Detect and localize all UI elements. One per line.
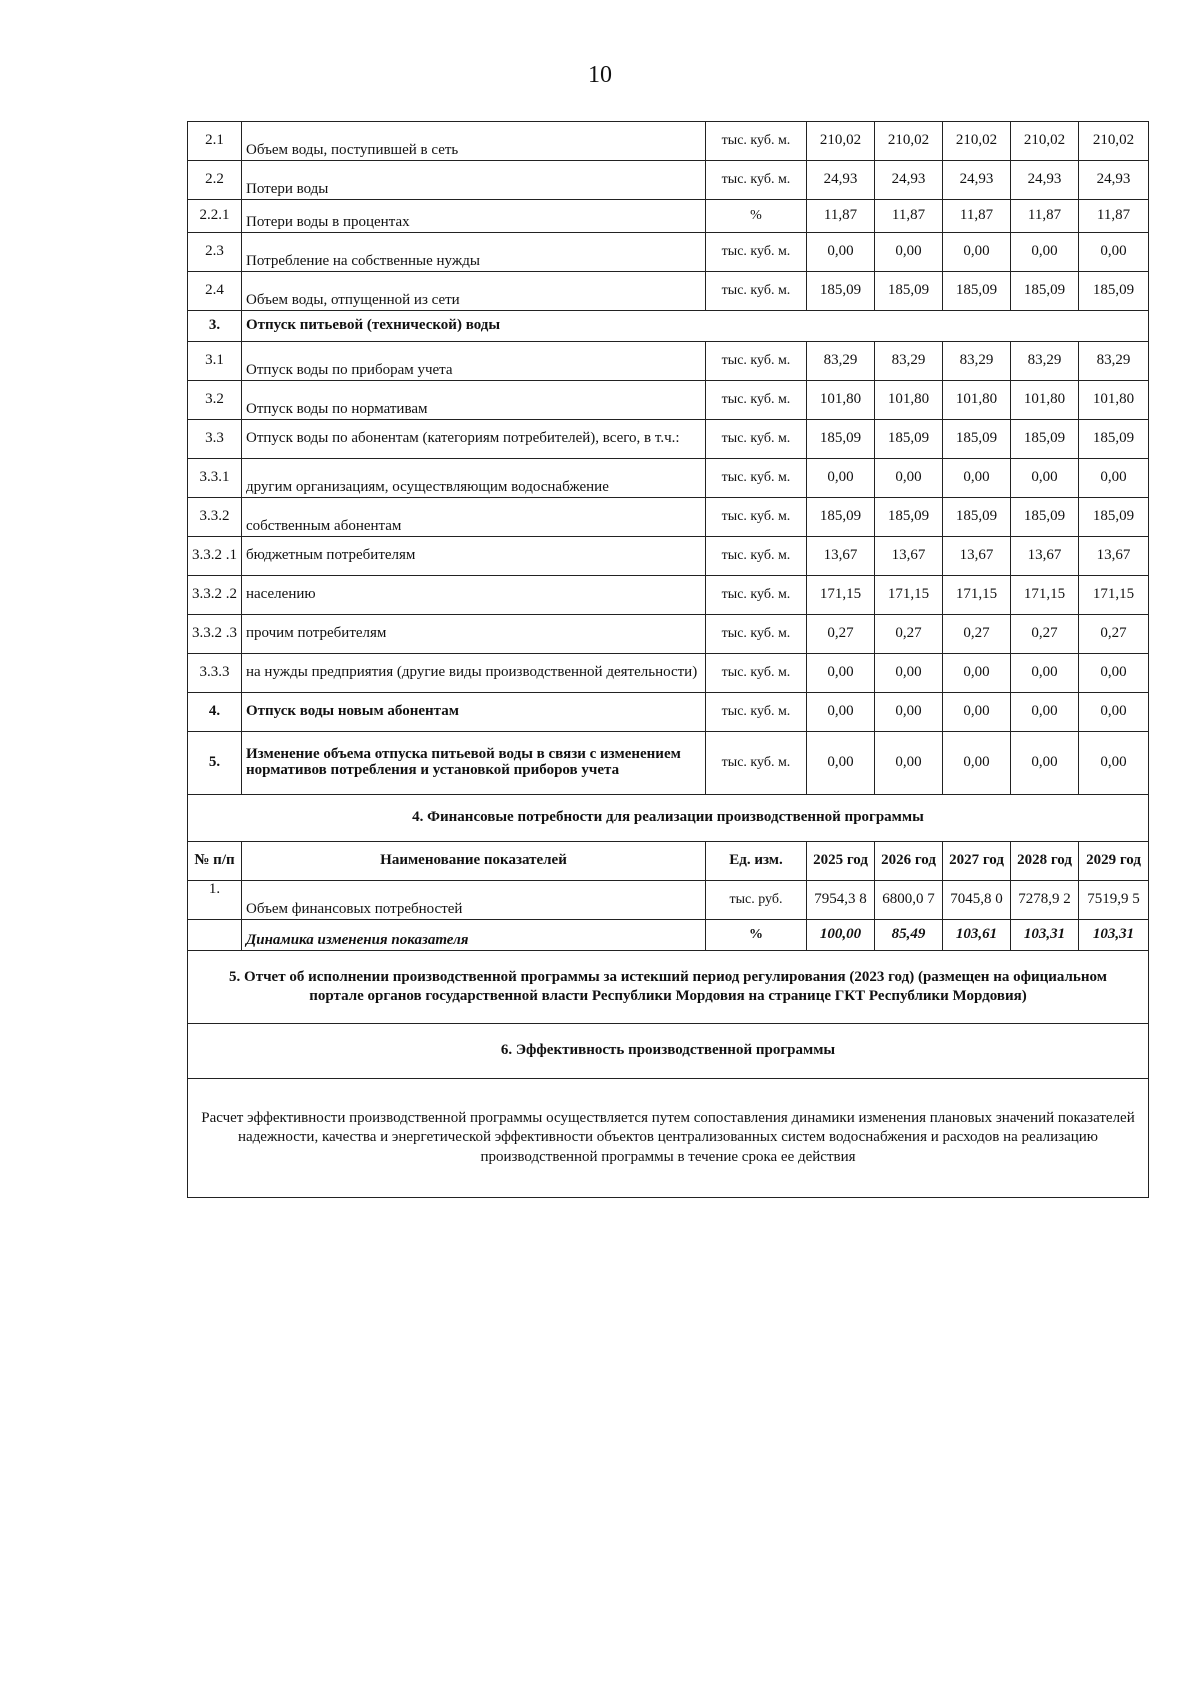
row-name: на нужды предприятия (другие виды производственной деятельности): [242, 654, 706, 693]
value-2029: 0,00: [1079, 459, 1149, 498]
row-name: Изменение объема отпуска питьевой воды в связи с изменением нормативов потребления и установкой приборов учета: [242, 732, 706, 795]
table-row: [188, 233, 1149, 272]
row-name: населению: [242, 576, 706, 615]
value-2026: 13,67: [875, 537, 943, 576]
column-header-year: 2027 год: [943, 842, 1011, 881]
row-number: 2.2: [188, 161, 242, 200]
value-2025: 185,09: [807, 420, 875, 459]
column-header-unit: Ед. изм.: [706, 842, 807, 881]
value-2025: 0,27: [807, 615, 875, 654]
value-2028: 0,00: [1011, 732, 1079, 795]
row-unit: тыс. куб. м.: [706, 342, 807, 381]
value-2025: 7954,3 8: [807, 881, 875, 920]
value-2029: 13,67: [1079, 537, 1149, 576]
column-header-year: 2028 год: [1011, 842, 1079, 881]
value-2025: 0,00: [807, 654, 875, 693]
row-name: собственным абонентам: [242, 498, 706, 537]
row-number: 3.3.3: [188, 654, 242, 693]
value-2025: 0,00: [807, 693, 875, 732]
section-title: 6. Эффективность производственной программы: [188, 1024, 1149, 1079]
row-name: Динамика изменения показателя: [242, 920, 706, 951]
table-row: [188, 420, 1149, 459]
value-2025: 11,87: [807, 200, 875, 233]
value-2028: 13,67: [1011, 537, 1079, 576]
value-2028: 185,09: [1011, 420, 1079, 459]
row-name: Объем воды, отпущенной из сети: [242, 272, 706, 311]
row-name: Отпуск воды новым абонентам: [242, 693, 706, 732]
value-2026: 0,00: [875, 654, 943, 693]
value-2029: 185,09: [1079, 272, 1149, 311]
row-number: 3.1: [188, 342, 242, 381]
value-2029: 0,00: [1079, 693, 1149, 732]
value-2027: 13,67: [943, 537, 1011, 576]
value-2025: 100,00: [807, 920, 875, 951]
row-number: 4.: [188, 693, 242, 732]
value-2027: 185,09: [943, 420, 1011, 459]
section-title: Отпуск питьевой (технической) воды: [242, 311, 1149, 342]
value-2027: 103,61: [943, 920, 1011, 951]
value-2025: 0,00: [807, 233, 875, 272]
section-row: [188, 795, 1149, 842]
value-2029: 185,09: [1079, 420, 1149, 459]
row-name: другим организациям, осуществляющим водоснабжение: [242, 459, 706, 498]
table-row: [188, 537, 1149, 576]
value-2028: 103,31: [1011, 920, 1079, 951]
row-unit: тыс. куб. м.: [706, 459, 807, 498]
value-2027: 24,93: [943, 161, 1011, 200]
value-2025: 0,00: [807, 732, 875, 795]
row-number-empty: [188, 920, 242, 951]
table-row: [188, 576, 1149, 615]
value-2029: 101,80: [1079, 381, 1149, 420]
row-unit: тыс. руб.: [706, 881, 807, 920]
value-2028: 0,00: [1011, 654, 1079, 693]
value-2026: 185,09: [875, 498, 943, 537]
row-name: Объем воды, поступившей в сеть: [242, 122, 706, 161]
row-number: 3.3.2 .1: [188, 537, 242, 576]
value-2029: 83,29: [1079, 342, 1149, 381]
row-unit: тыс. куб. м.: [706, 498, 807, 537]
value-2027: 83,29: [943, 342, 1011, 381]
table-header-row: [188, 842, 1149, 881]
value-2026: 24,93: [875, 161, 943, 200]
value-2027: 0,00: [943, 693, 1011, 732]
production-program-table: [187, 121, 1149, 1198]
value-2026: 85,49: [875, 920, 943, 951]
value-2027: 11,87: [943, 200, 1011, 233]
row-unit: тыс. куб. м.: [706, 381, 807, 420]
value-2029: 0,00: [1079, 233, 1149, 272]
column-header-year: 2025 год: [807, 842, 875, 881]
row-unit: тыс. куб. м.: [706, 122, 807, 161]
value-2025: 101,80: [807, 381, 875, 420]
row-unit: %: [706, 200, 807, 233]
value-2027: 0,00: [943, 459, 1011, 498]
value-2028: 185,09: [1011, 272, 1079, 311]
value-2026: 101,80: [875, 381, 943, 420]
value-2026: 0,27: [875, 615, 943, 654]
value-2026: 0,00: [875, 732, 943, 795]
value-2027: 101,80: [943, 381, 1011, 420]
table-row: [188, 654, 1149, 693]
table-row: [188, 693, 1149, 732]
row-number: 3.3.2 .3: [188, 615, 242, 654]
row-name: Потери воды в процентах: [242, 200, 706, 233]
row-name: Отпуск воды по нормативам: [242, 381, 706, 420]
section-number: 3.: [188, 311, 242, 342]
row-unit: тыс. куб. м.: [706, 732, 807, 795]
value-2027: 185,09: [943, 272, 1011, 311]
value-2028: 185,09: [1011, 498, 1079, 537]
section-text-row: [188, 1079, 1149, 1198]
row-number: 3.3.2 .2: [188, 576, 242, 615]
value-2026: 0,00: [875, 459, 943, 498]
value-2026: 6800,0 7: [875, 881, 943, 920]
value-2029: 171,15: [1079, 576, 1149, 615]
row-unit: %: [706, 920, 807, 951]
column-header-year: 2026 год: [875, 842, 943, 881]
section-row: [188, 1024, 1149, 1079]
value-2028: 24,93: [1011, 161, 1079, 200]
value-2027: 171,15: [943, 576, 1011, 615]
section-paragraph: Расчет эффективности производственной программы осуществляется путем сопоставления динамики изменения плановых значений показателей надежности, качества и энергетической эффективности объектов централизованных систем водоснабжения и расходов на реализацию производственной программы в течение срока ее действия: [188, 1079, 1149, 1198]
value-2026: 11,87: [875, 200, 943, 233]
row-name: Объем финансовых потребностей: [242, 881, 706, 920]
value-2027: 0,27: [943, 615, 1011, 654]
row-number: 1.: [188, 881, 242, 920]
value-2026: 83,29: [875, 342, 943, 381]
value-2029: 0,00: [1079, 732, 1149, 795]
value-2029: 210,02: [1079, 122, 1149, 161]
row-unit: тыс. куб. м.: [706, 576, 807, 615]
table-row: [188, 161, 1149, 200]
row-unit: тыс. куб. м.: [706, 272, 807, 311]
row-unit: тыс. куб. м.: [706, 233, 807, 272]
row-name: прочим потребителям: [242, 615, 706, 654]
row-number: 2.3: [188, 233, 242, 272]
row-unit: тыс. куб. м.: [706, 537, 807, 576]
row-unit: тыс. куб. м.: [706, 420, 807, 459]
value-2025: 185,09: [807, 272, 875, 311]
value-2028: 0,27: [1011, 615, 1079, 654]
value-2028: 210,02: [1011, 122, 1079, 161]
column-header-name: Наименование показателей: [242, 842, 706, 881]
value-2026: 171,15: [875, 576, 943, 615]
table-row: [188, 200, 1149, 233]
value-2026: 185,09: [875, 272, 943, 311]
value-2029: 11,87: [1079, 200, 1149, 233]
value-2025: 24,93: [807, 161, 875, 200]
value-2028: 0,00: [1011, 693, 1079, 732]
row-name: Отпуск воды по приборам учета: [242, 342, 706, 381]
row-unit: тыс. куб. м.: [706, 693, 807, 732]
row-number: 3.3.2: [188, 498, 242, 537]
value-2027: 0,00: [943, 654, 1011, 693]
value-2029: 24,93: [1079, 161, 1149, 200]
page-number: 10: [588, 62, 612, 88]
value-2026: 210,02: [875, 122, 943, 161]
value-2028: 101,80: [1011, 381, 1079, 420]
table-row: [188, 272, 1149, 311]
column-header-number: № п/п: [188, 842, 242, 881]
value-2028: 7278,9 2: [1011, 881, 1079, 920]
value-2028: 11,87: [1011, 200, 1079, 233]
row-number: 3.2: [188, 381, 242, 420]
value-2029: 103,31: [1079, 920, 1149, 951]
value-2029: 185,09: [1079, 498, 1149, 537]
value-2029: 0,27: [1079, 615, 1149, 654]
value-2027: 0,00: [943, 233, 1011, 272]
row-name: Отпуск воды по абонентам (категориям потребителей), всего, в т.ч.:: [242, 420, 706, 459]
value-2028: 171,15: [1011, 576, 1079, 615]
value-2025: 210,02: [807, 122, 875, 161]
value-2028: 0,00: [1011, 233, 1079, 272]
section-title: 5. Отчет об исполнении производственной программы за истекший период регулирования (2023 год) (размещен на официальном портале органов государственной власти Республики Мордовия на странице ГКТ Республики Мордовия): [188, 951, 1149, 1024]
section-row: [188, 311, 1149, 342]
value-2027: 210,02: [943, 122, 1011, 161]
value-2026: 0,00: [875, 233, 943, 272]
value-2026: 185,09: [875, 420, 943, 459]
row-number: 2.2.1: [188, 200, 242, 233]
value-2026: 0,00: [875, 693, 943, 732]
value-2027: 185,09: [943, 498, 1011, 537]
row-number: 3.3.1: [188, 459, 242, 498]
table-row: [188, 381, 1149, 420]
value-2025: 171,15: [807, 576, 875, 615]
table-row: [188, 732, 1149, 795]
row-name: Потери воды: [242, 161, 706, 200]
value-2028: 83,29: [1011, 342, 1079, 381]
column-header-year: 2029 год: [1079, 842, 1149, 881]
value-2029: 0,00: [1079, 654, 1149, 693]
table-row: [188, 459, 1149, 498]
row-unit: тыс. куб. м.: [706, 654, 807, 693]
value-2025: 0,00: [807, 459, 875, 498]
value-2025: 185,09: [807, 498, 875, 537]
section-title: 4. Финансовые потребности для реализации производственной программы: [188, 795, 1149, 842]
value-2027: 0,00: [943, 732, 1011, 795]
value-2025: 13,67: [807, 537, 875, 576]
section-row: [188, 951, 1149, 1024]
table-row: [188, 615, 1149, 654]
row-number: 2.4: [188, 272, 242, 311]
table-row: [188, 342, 1149, 381]
table-row: [188, 881, 1149, 920]
value-2025: 83,29: [807, 342, 875, 381]
row-number: 5.: [188, 732, 242, 795]
row-number: 2.1: [188, 122, 242, 161]
table-row: [188, 122, 1149, 161]
row-unit: тыс. куб. м.: [706, 161, 807, 200]
table-row: [188, 498, 1149, 537]
table-row: [188, 920, 1149, 951]
row-unit: тыс. куб. м.: [706, 615, 807, 654]
row-name: бюджетным потребителям: [242, 537, 706, 576]
value-2028: 0,00: [1011, 459, 1079, 498]
row-number: 3.3: [188, 420, 242, 459]
value-2027: 7045,8 0: [943, 881, 1011, 920]
value-2029: 7519,9 5: [1079, 881, 1149, 920]
row-name: Потребление на собственные нужды: [242, 233, 706, 272]
